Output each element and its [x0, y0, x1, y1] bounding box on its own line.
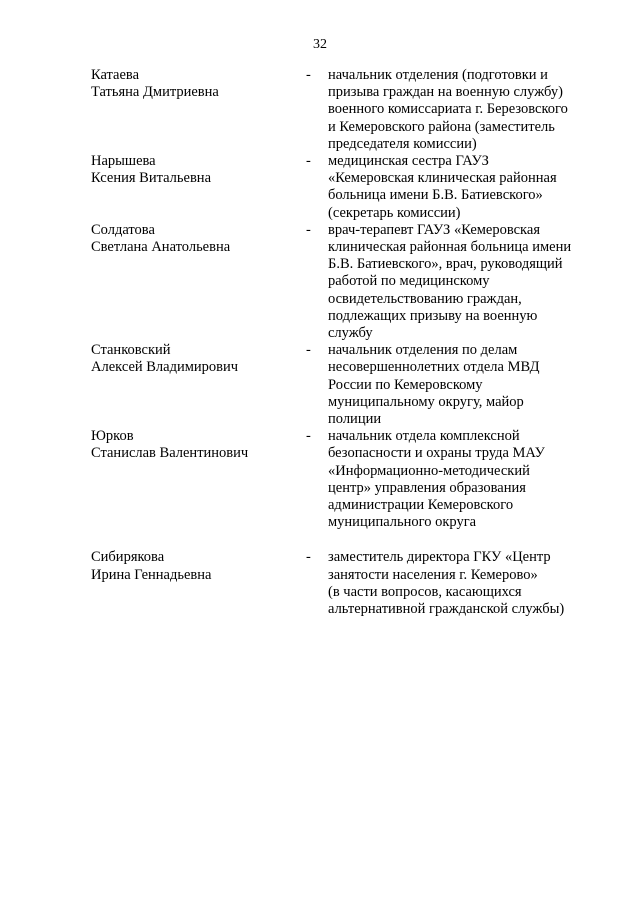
member-name — [91, 153, 306, 222]
position-line: (в части вопросов, касающихся — [328, 583, 522, 600]
position-line: (секретарь комиссии) — [328, 204, 461, 221]
position-line: муниципального округа — [328, 514, 477, 531]
position-line: Б.В. Батиевского», врач, руководящий — [328, 256, 563, 273]
position-line: начальник отделения (подготовки и — [328, 67, 548, 83]
position-line: медицинская сестра ГАУЗ — [328, 153, 489, 170]
position-line: больница имени Б.В. Батиевского» — [328, 187, 543, 204]
member-given-names: Светлана Анатольевна — [91, 239, 231, 256]
position-line: начальник отдела комплексной — [328, 428, 520, 445]
dash-separator: - — [306, 549, 311, 566]
position-line: «Информационно-методический — [328, 462, 530, 479]
position-line: «Кемеровская клиническая районная — [328, 170, 557, 187]
member-position — [328, 153, 590, 222]
dash-separator: - — [306, 221, 311, 238]
member-given-names: Станислав Валентинович — [91, 445, 249, 462]
member-position — [328, 67, 590, 153]
member-position — [328, 342, 590, 428]
position-line: военного комиссариата г. Березовского — [328, 101, 568, 118]
commission-member-list — [91, 67, 591, 618]
dash-separator: - — [306, 153, 311, 170]
member-entry — [91, 549, 591, 618]
member-surname: Катаева — [91, 67, 140, 83]
member-surname: Юрков — [91, 428, 134, 445]
position-line: врач-терапевт ГАУЗ «Кемеровская — [328, 221, 540, 238]
position-line: службу — [328, 325, 373, 342]
member-given-names: Алексей Владимирович — [91, 359, 239, 376]
dash-separator: - — [306, 428, 311, 445]
position-line: муниципальному округу, майор — [328, 393, 524, 410]
position-line: и Кемеровского района (заместитель — [328, 118, 555, 135]
position-line: несовершеннолетних отдела МВД — [328, 359, 540, 376]
position-line: заместитель директора ГКУ «Центр — [328, 549, 551, 566]
position-line: призыва граждан на военную службу) — [328, 84, 563, 101]
member-name — [91, 67, 306, 153]
member-entry — [91, 222, 591, 342]
member-given-names: Ксения Витальевна — [91, 170, 212, 187]
position-line: начальник отделения по делам — [328, 342, 518, 359]
position-line: альтернативной гражданской службы) — [328, 601, 565, 618]
member-entry — [91, 67, 591, 153]
member-surname: Солдатова — [91, 221, 155, 238]
position-line: безопасности и охраны труда МАУ — [328, 445, 545, 462]
member-name — [91, 222, 306, 342]
position-line: занятости населения г. Кемерово» — [328, 566, 538, 583]
position-line: работой по медицинскому — [328, 273, 490, 290]
member-given-names: Ирина Геннадьевна — [91, 566, 212, 583]
member-entry — [91, 342, 591, 428]
dash-separator: - — [306, 67, 311, 83]
position-line: клиническая районная больница имени — [328, 239, 572, 256]
member-position — [328, 428, 590, 531]
member-surname: Нарышева — [91, 153, 156, 170]
page-number: 32 — [313, 37, 327, 52]
member-given-names: Татьяна Дмитриевна — [91, 84, 219, 101]
position-line: администрации Кемеровского — [328, 497, 514, 514]
member-name — [91, 342, 306, 428]
position-line: освидетельствованию граждан, — [328, 290, 522, 307]
member-position — [328, 549, 590, 618]
dash-separator: - — [306, 342, 311, 359]
member-name — [91, 549, 306, 618]
position-line: России по Кемеровскому — [328, 376, 483, 393]
member-surname: Станковский — [91, 342, 171, 359]
member-entry — [91, 428, 591, 531]
position-line: полиции — [328, 411, 382, 428]
member-surname: Сибирякова — [91, 549, 165, 566]
member-position — [328, 222, 590, 342]
position-line: председателя комиссии) — [328, 135, 477, 152]
position-line: центр» управления образования — [328, 479, 526, 496]
member-name — [91, 428, 306, 531]
member-entry — [91, 153, 591, 222]
position-line: подлежащих призыву на военную — [328, 307, 538, 324]
